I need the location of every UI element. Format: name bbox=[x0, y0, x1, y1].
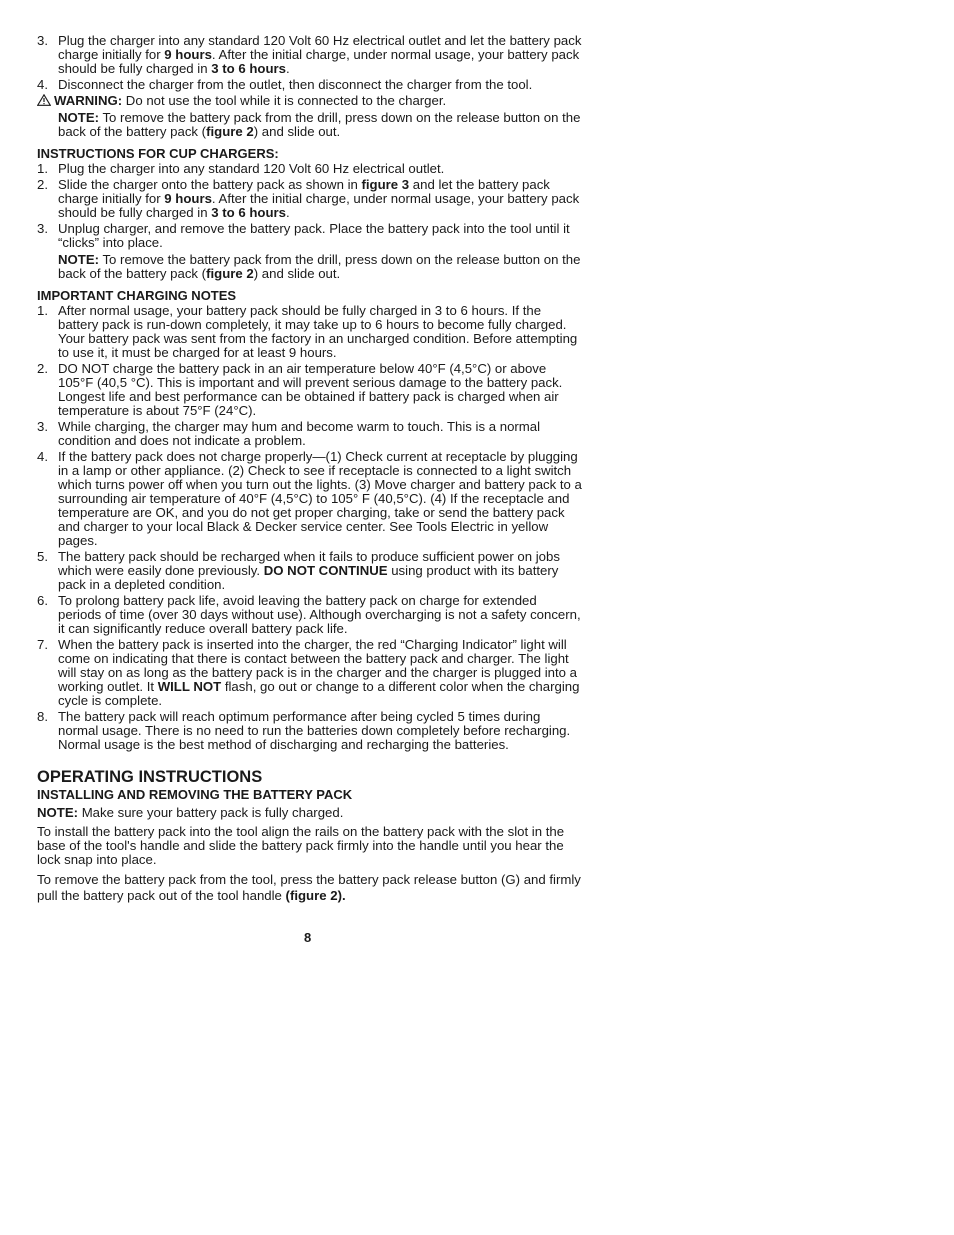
item-text: While charging, the charger may hum and become warm to touch. This is a normal condition and does not indicate a problem. bbox=[58, 419, 541, 448]
item-bold: figure 3 bbox=[361, 177, 410, 192]
item-text: When the battery pack is inserted into the charger, the red “Charging Indicator” light will come on indicating that there is contact between the battery pack and charger. The light will stay on as long as the battery pack is in the charger and the charger is plugged into a working outlet. It bbox=[58, 637, 578, 694]
item-text: The battery pack will reach optimum performance after being cycled 5 times during normal usage. There is no need to run the batteries down completely before recharging. Normal usage is the best method of discharging and recharging the batteries. bbox=[58, 709, 571, 752]
paragraph-bold: (figure 2). bbox=[285, 888, 346, 903]
cup-item-3 bbox=[37, 222, 583, 250]
paragraph-text: To remove the battery pack from the tool, press the battery pack release button (G) and firmly pull the battery pack out of the tool handle bbox=[37, 872, 581, 903]
important-item-3 bbox=[37, 420, 583, 448]
warning-line bbox=[37, 94, 583, 108]
item-number: 2. bbox=[37, 361, 48, 376]
install-paragraph: To install the battery pack into the tool align the rails on the battery pack with the slot in the base of the tool's handle and slide the battery pack firmly into the handle until you hear the lock snap into place. bbox=[37, 824, 565, 867]
operating-note bbox=[37, 806, 583, 820]
document-page bbox=[37, 34, 583, 909]
remove-paragraph bbox=[37, 872, 583, 904]
important-item-4 bbox=[37, 450, 583, 548]
important-item-7 bbox=[37, 638, 583, 708]
item-text: . After the initial charge, under normal usage, your battery pack should be fully charged in bbox=[58, 47, 580, 76]
item-number: 4. bbox=[37, 449, 48, 464]
item-text: After normal usage, your battery pack should be fully charged in 3 to 6 hours. If the battery pack is run-down completely, it may take up to 6 hours to become fully charged. Your battery pack was sent from the factory in an uncharged condition. Before attempting to use it, it must be charged for at least 9 hours. bbox=[58, 303, 578, 360]
item-bold: WILL NOT bbox=[157, 679, 222, 694]
important-item-6 bbox=[37, 594, 583, 636]
item-text: To prolong battery pack life, avoid leaving the battery pack on charge for extended periods of time (over 30 days without use). Although overcharging is not a safety concern, it can significantly reduce overall battery pack life. bbox=[58, 593, 581, 636]
warning-label: WARNING: bbox=[54, 93, 123, 108]
note-bold: figure 2 bbox=[206, 266, 254, 281]
list-item-4 bbox=[37, 78, 583, 92]
cup-item-1 bbox=[37, 162, 583, 176]
item-text: and let the battery pack charge initially for bbox=[58, 177, 550, 206]
item-text: . bbox=[285, 205, 290, 220]
operating-instructions-title: OPERATING INSTRUCTIONS bbox=[37, 768, 263, 786]
item-bold: 3 to 6 hours bbox=[211, 205, 286, 220]
important-item-1 bbox=[37, 304, 583, 360]
item-text: . bbox=[285, 61, 290, 76]
note-label: NOTE: bbox=[37, 805, 79, 820]
warning-text: Do not use the tool while it is connected to the charger. bbox=[122, 93, 447, 108]
item-text: The battery pack should be recharged when it fails to produce sufficient power on jobs which were easily done previously. bbox=[58, 549, 560, 578]
note-text: Make sure your battery pack is fully charged. bbox=[78, 805, 344, 820]
warning-triangle-icon bbox=[37, 94, 51, 106]
item-text: flash, go out or change to a different color when the charging cycle is complete. bbox=[58, 679, 580, 708]
note-remove-battery bbox=[37, 111, 583, 139]
note-bold: figure 2 bbox=[206, 124, 254, 139]
item-text: Slide the charger onto the battery pack as shown in bbox=[58, 177, 362, 192]
note-label: NOTE: bbox=[58, 252, 100, 267]
item-text: Plug the charger into any standard 120 Volt 60 Hz electrical outlet. bbox=[58, 161, 445, 176]
list-item-3 bbox=[37, 34, 583, 76]
item-text: DO NOT charge the battery pack in an air temperature below 40°F (4,5°C) or above 105°F (40,5 °C). This is important and will prevent serious damage to the battery pack. Longest life and best performance can be obtained if battery pack is charged when air temperature is about 75°F (24°C). bbox=[58, 361, 563, 418]
item-number: 4. bbox=[37, 77, 48, 92]
item-bold: 9 hours bbox=[164, 191, 212, 206]
item-number: 3. bbox=[37, 33, 48, 48]
item-number: 1. bbox=[37, 161, 48, 176]
cup-note bbox=[37, 253, 583, 281]
item-text: . After the initial charge, under normal usage, your battery pack should be fully charged in bbox=[58, 191, 580, 220]
important-item-8 bbox=[37, 710, 583, 752]
cup-item-2 bbox=[37, 178, 583, 220]
important-item-5 bbox=[37, 550, 583, 592]
item-number: 3. bbox=[37, 419, 48, 434]
item-text: Disconnect the charger from the outlet, then disconnect the charger from the tool. bbox=[58, 77, 533, 92]
note-text: ) and slide out. bbox=[253, 266, 341, 281]
item-number: 8. bbox=[37, 709, 48, 724]
item-text: If the battery pack does not charge properly—(1) Check current at receptacle by plugging in a lamp or other appliance. (2) Check to see if receptacle is connected to a light switch which turns power off when you turn out the lights. (3) Move charger and battery pack to a surrounding air temperature of 40°F (4,5°C) to 105° F (40,5°C). (4) If the receptacle and temperature are OK, and you do not get proper charging, take or send the battery pack and charger to your local Black & Decker service center. See Tools Electric in yellow pages. bbox=[58, 449, 582, 548]
item-bold: DO NOT CONTINUE bbox=[263, 563, 388, 578]
item-number: 2. bbox=[37, 177, 48, 192]
note-text: ) and slide out. bbox=[253, 124, 341, 139]
installing-removing-heading: INSTALLING AND REMOVING THE BATTERY PACK bbox=[37, 787, 353, 802]
item-text: using product with its battery pack in a depleted condition. bbox=[58, 563, 559, 592]
important-item-2 bbox=[37, 362, 583, 418]
item-text: Plug the charger into any standard 120 Volt 60 Hz electrical outlet and let the battery pack charge initially for bbox=[58, 33, 582, 62]
item-number: 7. bbox=[37, 637, 48, 652]
item-bold: 9 hours bbox=[164, 47, 212, 62]
item-bold: 3 to 6 hours bbox=[211, 61, 286, 76]
item-number: 3. bbox=[37, 221, 48, 236]
note-text: To remove the battery pack from the drill, press down on the release button on the back of the battery pack ( bbox=[58, 110, 581, 139]
note-text: To remove the battery pack from the drill, press down on the release button on the back of the battery pack ( bbox=[58, 252, 581, 281]
item-number: 6. bbox=[37, 593, 48, 608]
item-number: 1. bbox=[37, 303, 48, 318]
important-notes-heading: IMPORTANT CHARGING NOTES bbox=[37, 288, 237, 303]
note-label: NOTE: bbox=[58, 110, 100, 125]
cup-chargers-heading: INSTRUCTIONS FOR CUP CHARGERS: bbox=[37, 146, 279, 161]
page-number: 8 bbox=[304, 930, 312, 945]
item-number: 5. bbox=[37, 549, 48, 564]
item-text: Unplug charger, and remove the battery pack. Place the battery pack into the tool until it “clicks” into place. bbox=[58, 221, 570, 250]
